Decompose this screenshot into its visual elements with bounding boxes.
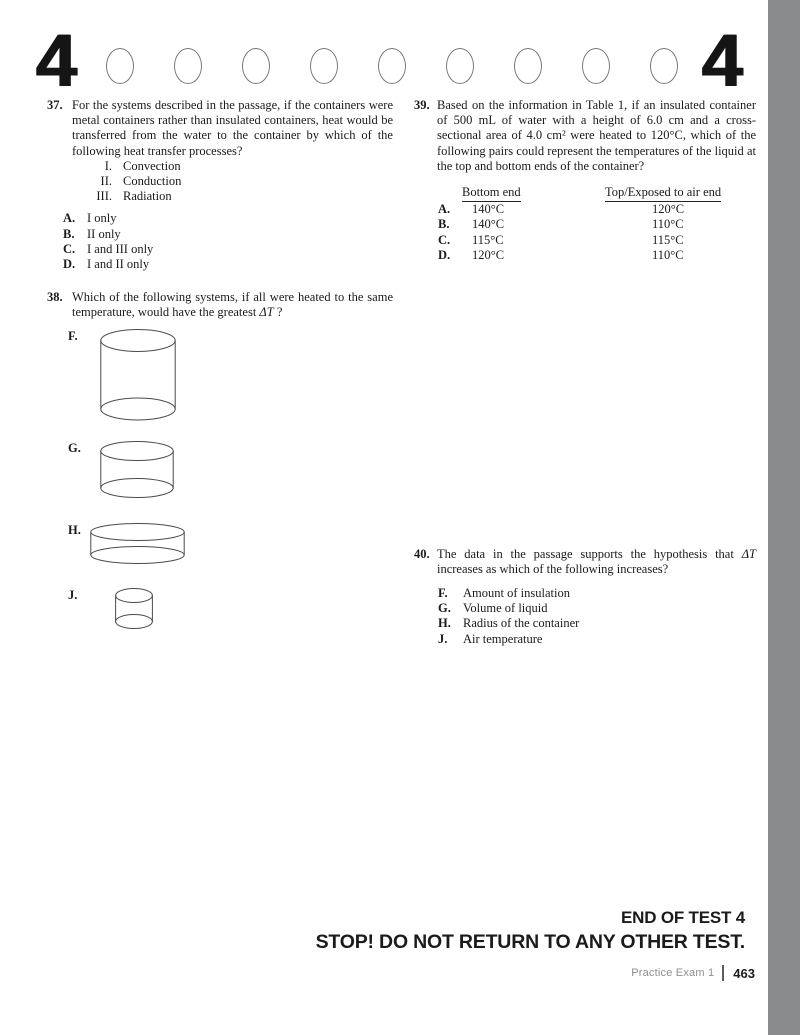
- roman-text: Convection: [123, 158, 181, 173]
- figure-option-j: [47, 588, 393, 629]
- question-stem: [437, 547, 756, 577]
- answer-bubble-icon: [242, 48, 270, 84]
- answer-option: [438, 601, 756, 616]
- question-37-options: [47, 211, 393, 272]
- answer-option: [63, 257, 393, 272]
- question-37: [47, 98, 393, 159]
- option-letter: C.: [438, 232, 451, 247]
- stem-text: The data in the passage supports the hypothesis that: [437, 546, 742, 561]
- answer-option: [438, 616, 756, 631]
- roman-numeral: I.: [104, 158, 112, 173]
- roman-item: [87, 159, 393, 174]
- question-number: 39.: [414, 98, 430, 112]
- bottom-end-value: 115°C: [472, 232, 504, 247]
- answer-bubble-icon: [446, 48, 474, 84]
- answer-option: [63, 211, 393, 226]
- option-letter: D.: [63, 257, 76, 272]
- cylinder-wide-icon: [90, 523, 185, 564]
- bottom-end-value: 140°C: [472, 202, 505, 217]
- option-letter: A.: [438, 202, 451, 217]
- stem-text: ?: [273, 305, 283, 320]
- option-text: Volume of liquid: [463, 601, 548, 616]
- top-end-value: 115°C: [652, 232, 684, 247]
- column-header-bottom-end: Bottom end: [462, 185, 521, 202]
- option-letter: B.: [63, 226, 75, 241]
- option-letter: F.: [438, 586, 448, 601]
- cylinder-small-icon: [115, 588, 153, 629]
- question-39-table: [414, 185, 756, 264]
- cylinder-tall-icon: [100, 329, 176, 421]
- left-column: [47, 98, 393, 629]
- delta-t-variable: ΔT: [259, 305, 274, 320]
- question-stem: For the systems described in the passage, if the containers were metal containers rather than insulated containers, heat would be transferred from the water to the container by which of the following heat transfer processes?: [72, 98, 393, 158]
- question-40-options: [414, 586, 756, 647]
- question-number: 40.: [414, 546, 430, 561]
- table-row: [438, 202, 756, 217]
- option-letter: J.: [438, 631, 448, 646]
- top-end-value: 120°C: [652, 202, 685, 217]
- table-row: [438, 233, 756, 248]
- bottom-end-value: 120°C: [472, 248, 505, 263]
- answer-bubble-icon: [310, 48, 338, 84]
- cylinder-medium-icon: [100, 441, 174, 498]
- option-text: I only: [87, 211, 117, 226]
- page-edge-bar: [768, 0, 800, 1035]
- answer-bubble-icon: [582, 48, 610, 84]
- option-letter: H.: [68, 522, 81, 537]
- question-number: 38.: [47, 290, 63, 305]
- stem-text: Which of the following systems, if all were heated to the same temperature, would have the greatest: [72, 290, 393, 320]
- question-stem: [72, 290, 393, 320]
- test-number-left: 4: [36, 19, 78, 102]
- question-39: [414, 98, 756, 174]
- answer-option: [438, 632, 756, 647]
- footer-page-info: [631, 965, 755, 981]
- figure-option-h: [47, 523, 393, 564]
- roman-numeral: III.: [96, 189, 112, 204]
- question-number: 37.: [47, 98, 63, 112]
- table-row: [438, 217, 756, 232]
- top-end-value: 110°C: [652, 217, 684, 232]
- roman-numeral: II.: [100, 174, 112, 189]
- answer-bubble-icon: [174, 48, 202, 84]
- footer-divider: [722, 965, 724, 981]
- test-number-right: 4: [701, 19, 743, 102]
- practice-exam-label: Practice Exam 1: [631, 967, 715, 979]
- option-letter: C.: [63, 241, 76, 256]
- top-end-value: 110°C: [652, 248, 684, 263]
- option-letter: D.: [438, 248, 451, 263]
- roman-text: Radiation: [123, 189, 172, 204]
- answer-option: [438, 586, 756, 601]
- figure-option-f: [47, 329, 393, 421]
- option-letter: J.: [68, 587, 78, 602]
- roman-item: [87, 174, 393, 189]
- option-text: II only: [87, 226, 121, 241]
- question-40: [414, 547, 756, 577]
- column-header-top-end: Top/Exposed to air end: [605, 185, 721, 202]
- answer-bubble-icon: [514, 48, 542, 84]
- option-letter: F.: [68, 328, 78, 343]
- option-letter: G.: [438, 601, 451, 616]
- option-text: Radius of the container: [463, 616, 580, 631]
- table-header-row: [414, 185, 756, 202]
- answer-bubble-icon: [650, 48, 678, 84]
- option-letter: H.: [438, 616, 451, 631]
- answer-bubble-icon: [106, 48, 134, 84]
- bottom-end-value: 140°C: [472, 217, 505, 232]
- end-of-test-label: END OF TEST 4: [621, 908, 745, 927]
- option-letter: A.: [63, 211, 76, 226]
- page-number: 463: [733, 965, 755, 981]
- stem-text: increases as which of the following increases?: [437, 561, 669, 576]
- option-text: I and II only: [87, 257, 150, 272]
- answer-bubble-icon: [378, 48, 406, 84]
- option-text: Amount of insulation: [463, 586, 570, 601]
- question-stem: Based on the information in Table 1, if an insulated container of 500 mL of water with a height of 6.0 cm and a cross-sectional area of 4.0 cm² were heated to 120°C, which of the following pairs could represent the temperatures of the liquid at the top and bottom ends of the container?: [437, 98, 756, 173]
- figure-option-g: [47, 441, 393, 498]
- option-letter: B.: [438, 217, 450, 232]
- table-row: [438, 248, 756, 263]
- header-bubble-row: [106, 48, 678, 84]
- right-column: [414, 98, 756, 647]
- option-text: Air temperature: [463, 631, 543, 646]
- question-38: [47, 290, 393, 320]
- answer-option: [63, 242, 393, 257]
- option-text: I and III only: [87, 241, 154, 256]
- option-letter: G.: [68, 440, 81, 455]
- roman-text: Conduction: [123, 174, 182, 189]
- delta-t-variable: ΔT: [741, 546, 756, 561]
- stop-warning-label: STOP! DO NOT RETURN TO ANY OTHER TEST.: [315, 931, 745, 953]
- roman-item: [87, 189, 393, 204]
- answer-option: [63, 227, 393, 242]
